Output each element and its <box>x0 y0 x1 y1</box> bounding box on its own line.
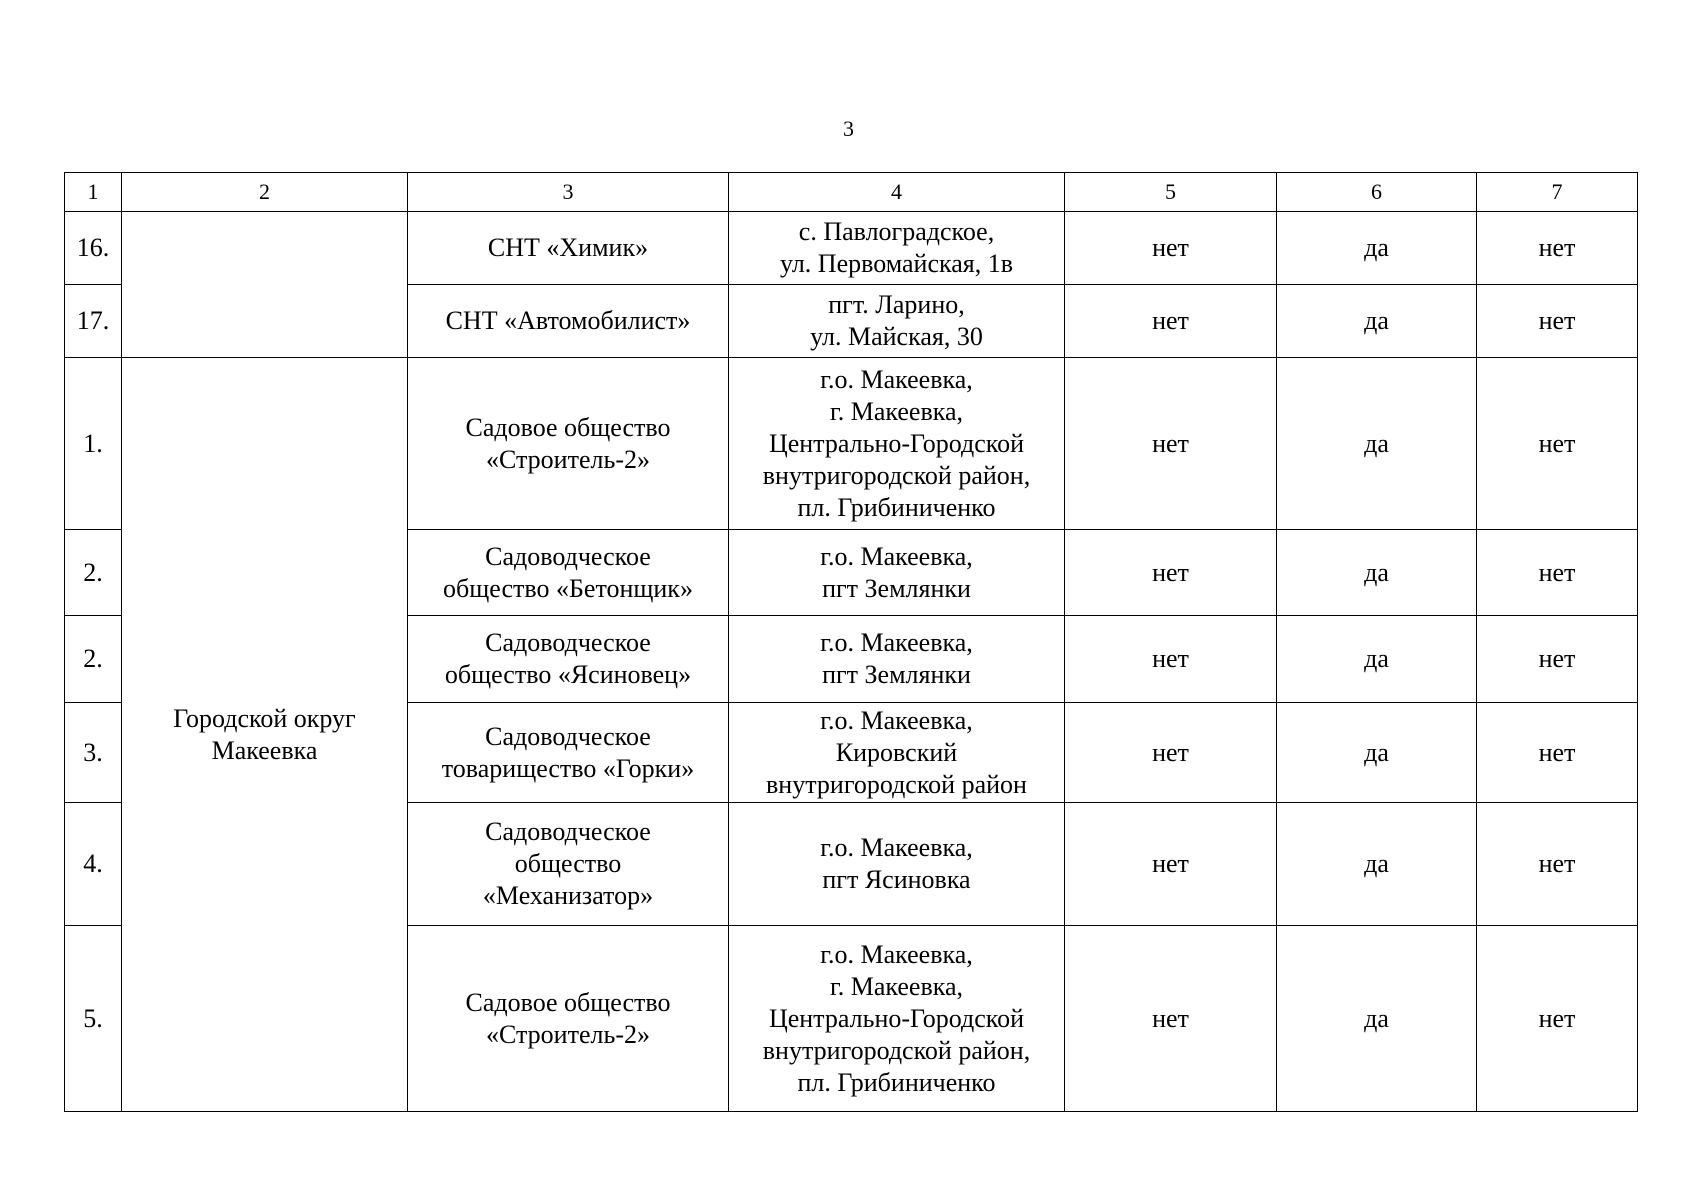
society-address: г.о. Макеевка, пгт Землянки <box>729 530 1065 616</box>
col5-value: нет <box>1065 703 1277 803</box>
society-name: Садовое общество «Строитель-2» <box>408 358 729 530</box>
header-cell: 7 <box>1477 173 1638 212</box>
row-number: 5. <box>65 926 122 1112</box>
col5-value: нет <box>1065 212 1277 285</box>
col6-value: да <box>1277 616 1477 703</box>
page-number: 3 <box>843 116 854 141</box>
col6-value: да <box>1277 803 1477 926</box>
col7-value: нет <box>1477 285 1638 358</box>
society-address: г.о. Макеевка, пгт Землянки <box>729 616 1065 703</box>
col5-value: нет <box>1065 530 1277 616</box>
header-cell: 4 <box>729 173 1065 212</box>
district-cell-empty <box>122 212 408 358</box>
society-name: Садовое общество «Строитель-2» <box>408 926 729 1112</box>
col5-value: нет <box>1065 285 1277 358</box>
col7-value: нет <box>1477 530 1638 616</box>
col7-value: нет <box>1477 358 1638 530</box>
society-name: Садоводческое товарищество «Горки» <box>408 703 729 803</box>
header-cell: 6 <box>1277 173 1477 212</box>
row-number: 17. <box>65 285 122 358</box>
settlements-table <box>64 172 1638 1112</box>
header-cell: 2 <box>122 173 408 212</box>
table-header-row <box>65 173 1638 212</box>
society-name: Садоводческое общество «Механизатор» <box>408 803 729 926</box>
society-address: с. Павлоградское, ул. Первомайская, 1в <box>729 212 1065 285</box>
society-address: пгт. Ларино, ул. Майская, 30 <box>729 285 1065 358</box>
society-address: г.о. Макеевка, Кировский внутригородской район <box>729 703 1065 803</box>
table-row <box>65 212 1638 285</box>
col7-value: нет <box>1477 803 1638 926</box>
row-number: 3. <box>65 703 122 803</box>
col6-value: да <box>1277 358 1477 530</box>
row-number: 16. <box>65 212 122 285</box>
society-address: г.о. Макеевка, г. Макеевка, Центрально-Городской внутригородской район, пл. Грибиниченко <box>729 926 1065 1112</box>
col6-value: да <box>1277 530 1477 616</box>
society-name: СНТ «Химик» <box>408 212 729 285</box>
society-address: г.о. Макеевка, пгт Ясиновка <box>729 803 1065 926</box>
col7-value: нет <box>1477 212 1638 285</box>
col6-value: да <box>1277 703 1477 803</box>
society-name: Садоводческое общество «Бетонщик» <box>408 530 729 616</box>
col5-value: нет <box>1065 803 1277 926</box>
col7-value: нет <box>1477 926 1638 1112</box>
col7-value: нет <box>1477 703 1638 803</box>
row-number: 1. <box>65 358 122 530</box>
col5-value: нет <box>1065 358 1277 530</box>
row-number: 4. <box>65 803 122 926</box>
col7-value: нет <box>1477 616 1638 703</box>
header-cell: 3 <box>408 173 729 212</box>
society-name: СНТ «Автомобилист» <box>408 285 729 358</box>
row-number: 2. <box>65 616 122 703</box>
society-address: г.о. Макеевка, г. Макеевка, Центрально-Городской внутригородской район, пл. Грибиниченко <box>729 358 1065 530</box>
table-row <box>65 358 1638 530</box>
district-name: Городской округ Макеевка <box>122 358 408 1112</box>
col6-value: да <box>1277 212 1477 285</box>
society-name: Садоводческое общество «Ясиновец» <box>408 616 729 703</box>
col6-value: да <box>1277 285 1477 358</box>
col5-value: нет <box>1065 926 1277 1112</box>
col6-value: да <box>1277 926 1477 1112</box>
row-number: 2. <box>65 530 122 616</box>
header-cell: 5 <box>1065 173 1277 212</box>
header-cell: 1 <box>65 173 122 212</box>
col5-value: нет <box>1065 616 1277 703</box>
